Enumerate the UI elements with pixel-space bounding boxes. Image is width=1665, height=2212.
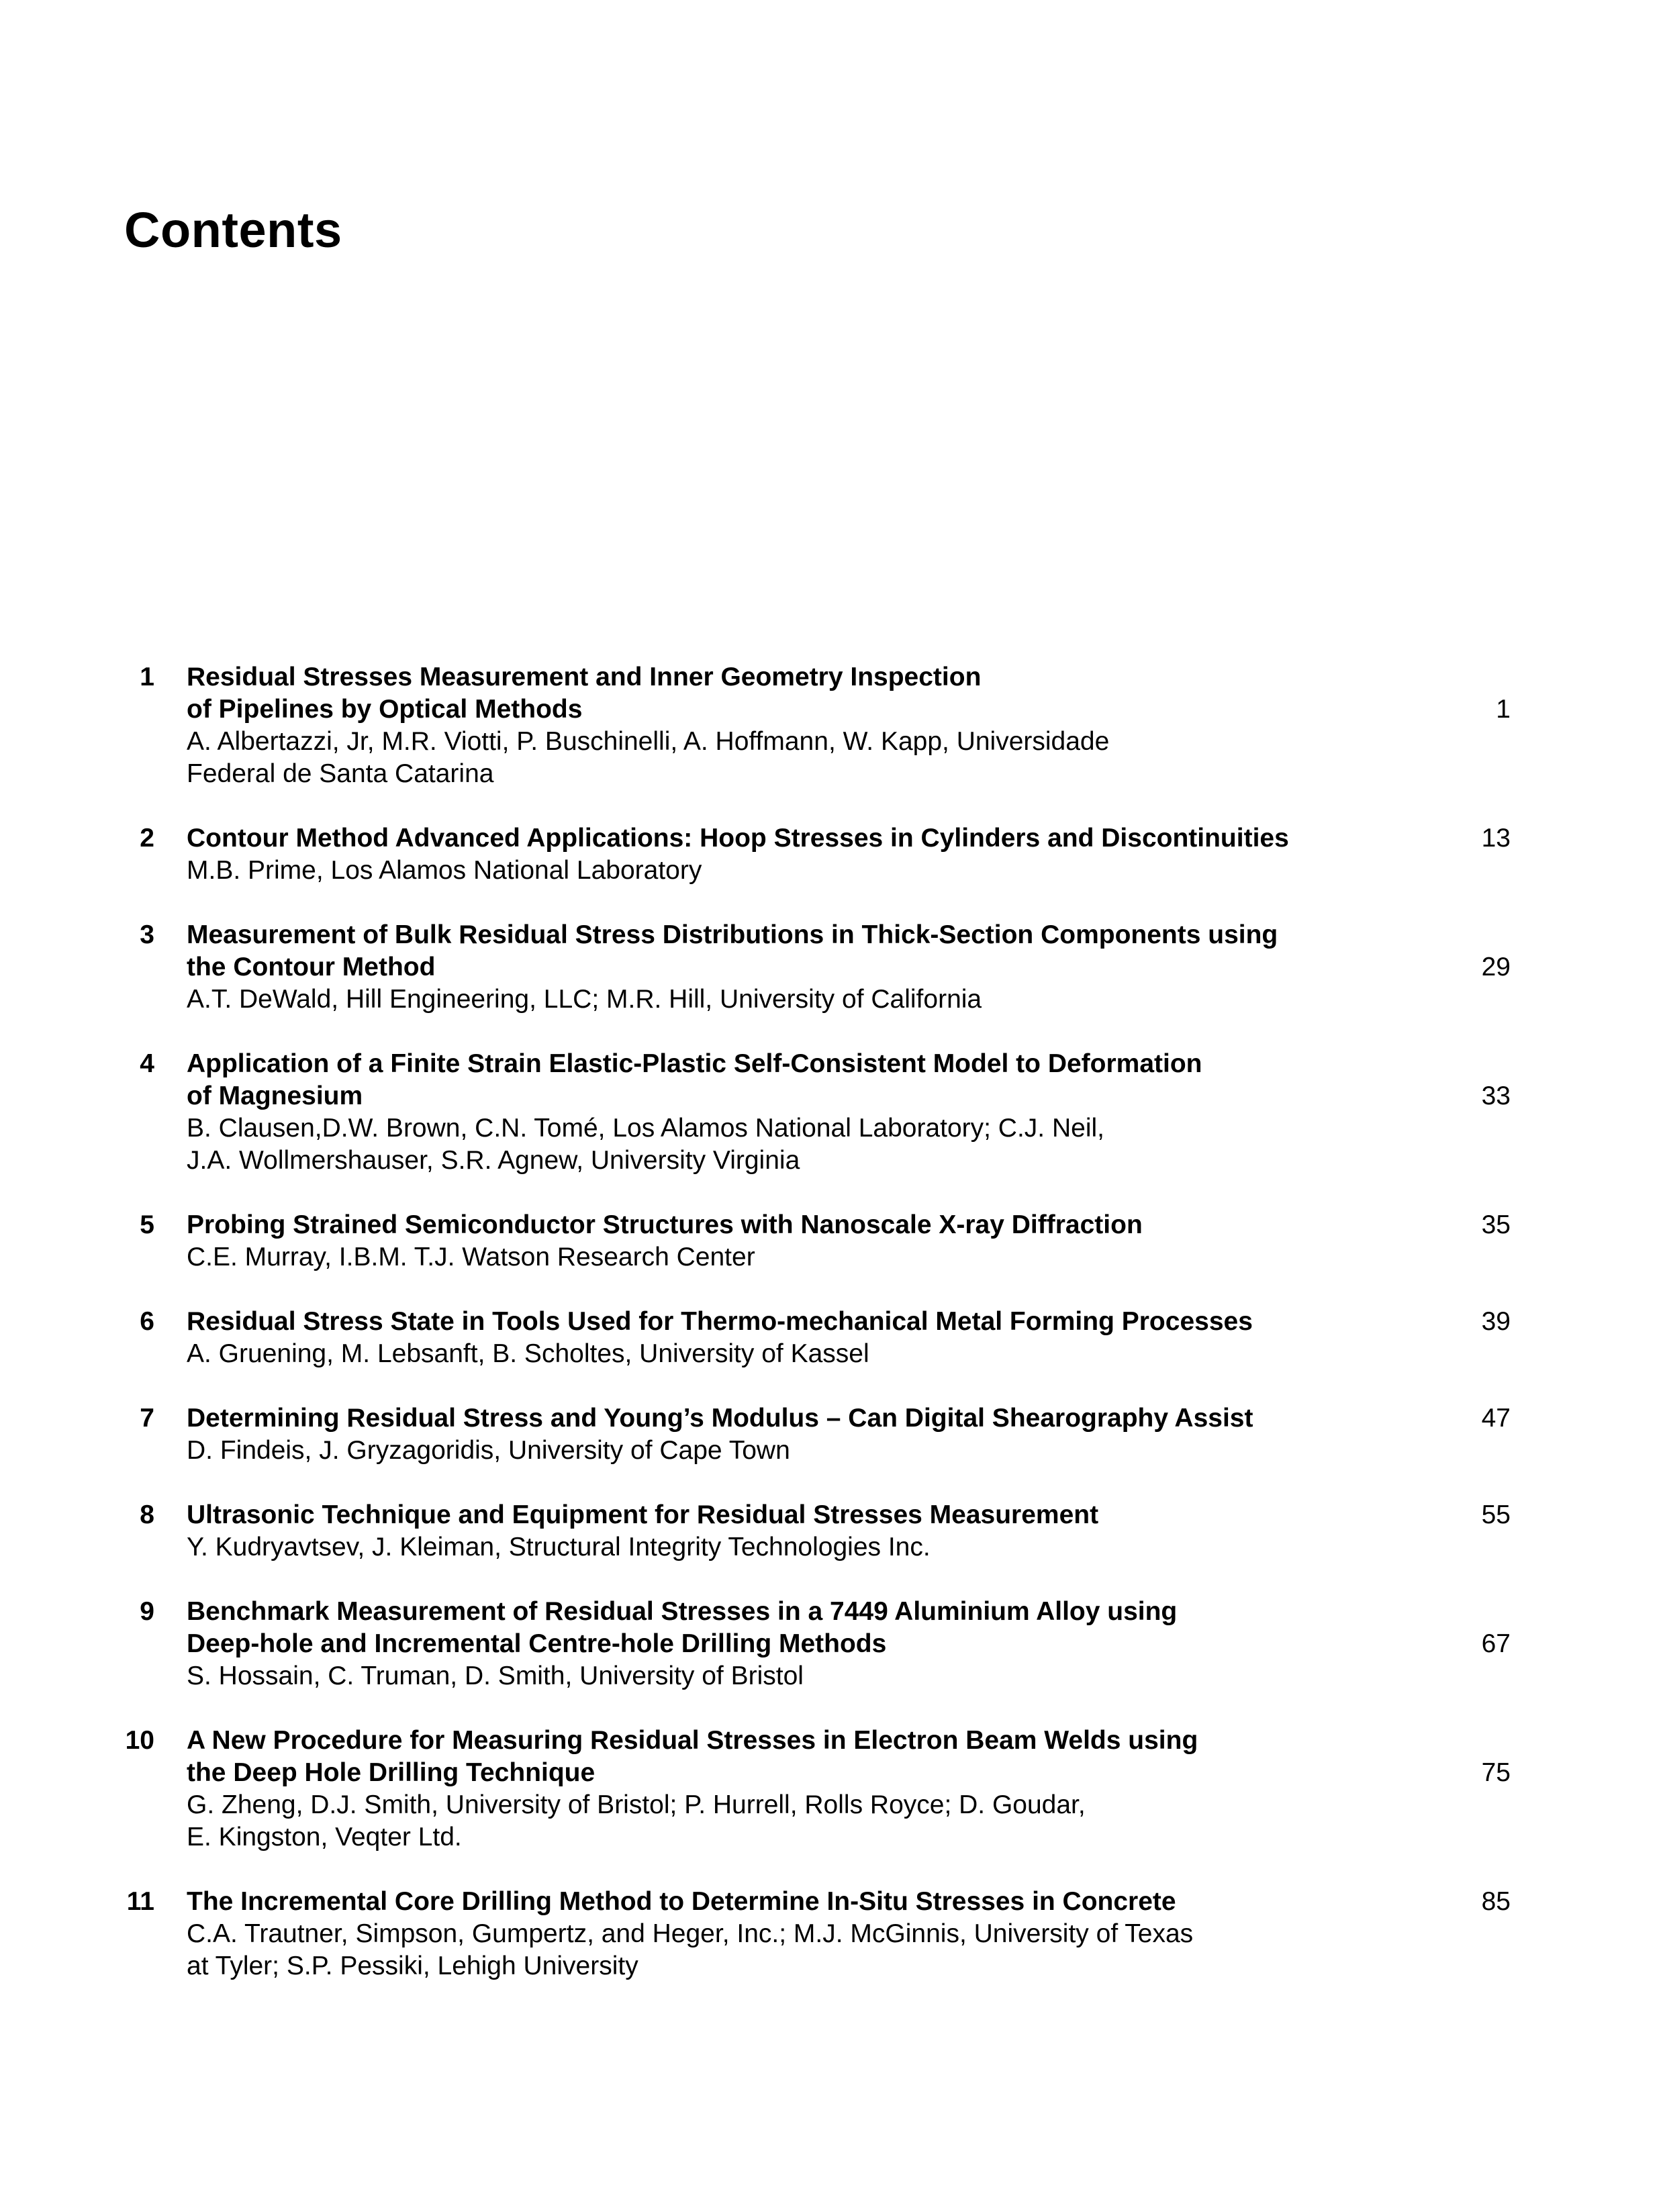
chapter-authors-line: A. Albertazzi, Jr, M.R. Viotti, P. Buschinelli, A. Hoffmann, W. Kapp, Universidade (187, 727, 1110, 756)
chapter-number: 8 (140, 1500, 154, 1529)
chapter-title-line: Determining Residual Stress and Young’s Modulus – Can Digital Shearography Assist (187, 1404, 1253, 1433)
chapter-authors-line: B. Clausen,D.W. Brown, C.N. Tomé, Los Alamos National Laboratory; C.J. Neil, (187, 1114, 1104, 1143)
chapter-number: 5 (140, 1210, 154, 1239)
page-number: 47 (1481, 1404, 1511, 1433)
chapter-authors-line: Federal de Santa Catarina (187, 759, 494, 788)
chapter-number: 11 (126, 1887, 154, 1916)
page-number: 67 (1481, 1629, 1511, 1658)
chapter-authors-line: C.E. Murray, I.B.M. T.J. Watson Research Center (187, 1243, 755, 1271)
chapter-number: 9 (140, 1597, 154, 1626)
page-title: Contents (124, 202, 342, 258)
toc-entry (0, 1209, 1665, 1273)
entry-body (187, 1306, 1395, 1370)
chapter-authors-line: A.T. DeWald, Hill Engineering, LLC; M.R. Hill, University of California (187, 985, 982, 1014)
chapter-authors-line: Y. Kudryavtsev, J. Kleiman, Structural Integrity Technologies Inc. (187, 1533, 931, 1561)
chapter-title-line: Probing Strained Semiconductor Structures with Nanoscale X-ray Diffraction (187, 1210, 1143, 1239)
chapter-title-line: The Incremental Core Drilling Method to Determine In-Situ Stresses in Concrete (187, 1887, 1176, 1916)
chapter-title-line: the Deep Hole Drilling Technique (187, 1758, 596, 1787)
chapter-authors-line: G. Zheng, D.J. Smith, University of Bristol; P. Hurrell, Rolls Royce; D. Goudar, (187, 1790, 1086, 1819)
page-number: 13 (1481, 824, 1511, 853)
chapter-number: 4 (140, 1049, 154, 1078)
chapter-number: 10 (125, 1726, 154, 1755)
chapter-number: 2 (140, 824, 154, 853)
page-number: 39 (1481, 1307, 1511, 1336)
page-number: 75 (1481, 1758, 1511, 1787)
chapter-title-line: of Pipelines by Optical Methods (187, 695, 583, 724)
toc-entry (0, 661, 1665, 790)
page-number: 33 (1481, 1081, 1511, 1110)
entry-body (187, 822, 1395, 887)
entry-body (187, 1499, 1395, 1564)
entry-body (187, 1596, 1395, 1692)
chapter-title-line: Benchmark Measurement of Residual Stresses in a 7449 Aluminium Alloy using (187, 1597, 1178, 1626)
chapter-authors-line: at Tyler; S.P. Pessiki, Lehigh University (187, 1952, 638, 1980)
chapter-title-line: Measurement of Bulk Residual Stress Distributions in Thick-Section Components using (187, 920, 1278, 949)
chapter-title-line: Application of a Finite Strain Elastic-Plastic Self-Consistent Model to Deformation (187, 1049, 1202, 1078)
chapter-authors-line: C.A. Trautner, Simpson, Gumpertz, and Heger, Inc.; M.J. McGinnis, University of Texas (187, 1919, 1194, 1948)
entry-body (187, 1209, 1395, 1273)
chapter-authors-line: E. Kingston, Veqter Ltd. (187, 1823, 462, 1852)
chapter-authors-line: A. Gruening, M. Lebsanft, B. Scholtes, University of Kassel (187, 1339, 869, 1368)
entry-body (187, 661, 1395, 790)
chapter-title-line: of Magnesium (187, 1081, 363, 1110)
toc-entry (0, 1886, 1665, 1982)
page-number: 29 (1481, 953, 1511, 981)
toc-entry (0, 1402, 1665, 1467)
chapter-title-line: the Contour Method (187, 953, 436, 981)
entry-body (187, 919, 1395, 1016)
chapter-title-line: Ultrasonic Technique and Equipment for Residual Stresses Measurement (187, 1500, 1099, 1529)
toc-entry (0, 919, 1665, 1016)
chapter-authors-line: J.A. Wollmershauser, S.R. Agnew, University Virginia (187, 1146, 800, 1175)
chapter-title-line: Residual Stress State in Tools Used for Thermo-mechanical Metal Forming Processes (187, 1307, 1253, 1336)
toc-entry (0, 1596, 1665, 1692)
chapter-title-line: A New Procedure for Measuring Residual Stresses in Electron Beam Welds using (187, 1726, 1198, 1755)
chapter-number: 1 (140, 663, 154, 691)
page-number: 55 (1481, 1500, 1511, 1529)
chapter-authors-line: M.B. Prime, Los Alamos National Laboratory (187, 856, 702, 885)
page-number: 1 (1496, 695, 1511, 724)
chapter-number: 7 (140, 1404, 154, 1433)
toc-entry (0, 1306, 1665, 1370)
chapter-number: 3 (140, 920, 154, 949)
chapter-authors-line: D. Findeis, J. Gryzagoridis, University of Cape Town (187, 1436, 790, 1465)
entry-body (187, 1402, 1395, 1467)
entry-body (187, 1886, 1395, 1982)
chapter-title-line: Deep-hole and Incremental Centre-hole Drilling Methods (187, 1629, 887, 1658)
chapter-title-line: Residual Stresses Measurement and Inner Geometry Inspection (187, 663, 982, 691)
entry-body (187, 1048, 1395, 1177)
toc-entry (0, 822, 1665, 887)
chapter-title-line: Contour Method Advanced Applications: Hoop Stresses in Cylinders and Discontinuities (187, 824, 1289, 853)
page-number: 85 (1481, 1887, 1511, 1916)
toc-entry (0, 1499, 1665, 1564)
chapter-authors-line: S. Hossain, C. Truman, D. Smith, University of Bristol (187, 1662, 804, 1690)
toc-entry (0, 1048, 1665, 1177)
page-number: 35 (1481, 1210, 1511, 1239)
chapter-number: 6 (140, 1307, 154, 1336)
entry-body (187, 1725, 1395, 1854)
table-of-contents (0, 661, 1665, 2015)
toc-entry (0, 1725, 1665, 1854)
